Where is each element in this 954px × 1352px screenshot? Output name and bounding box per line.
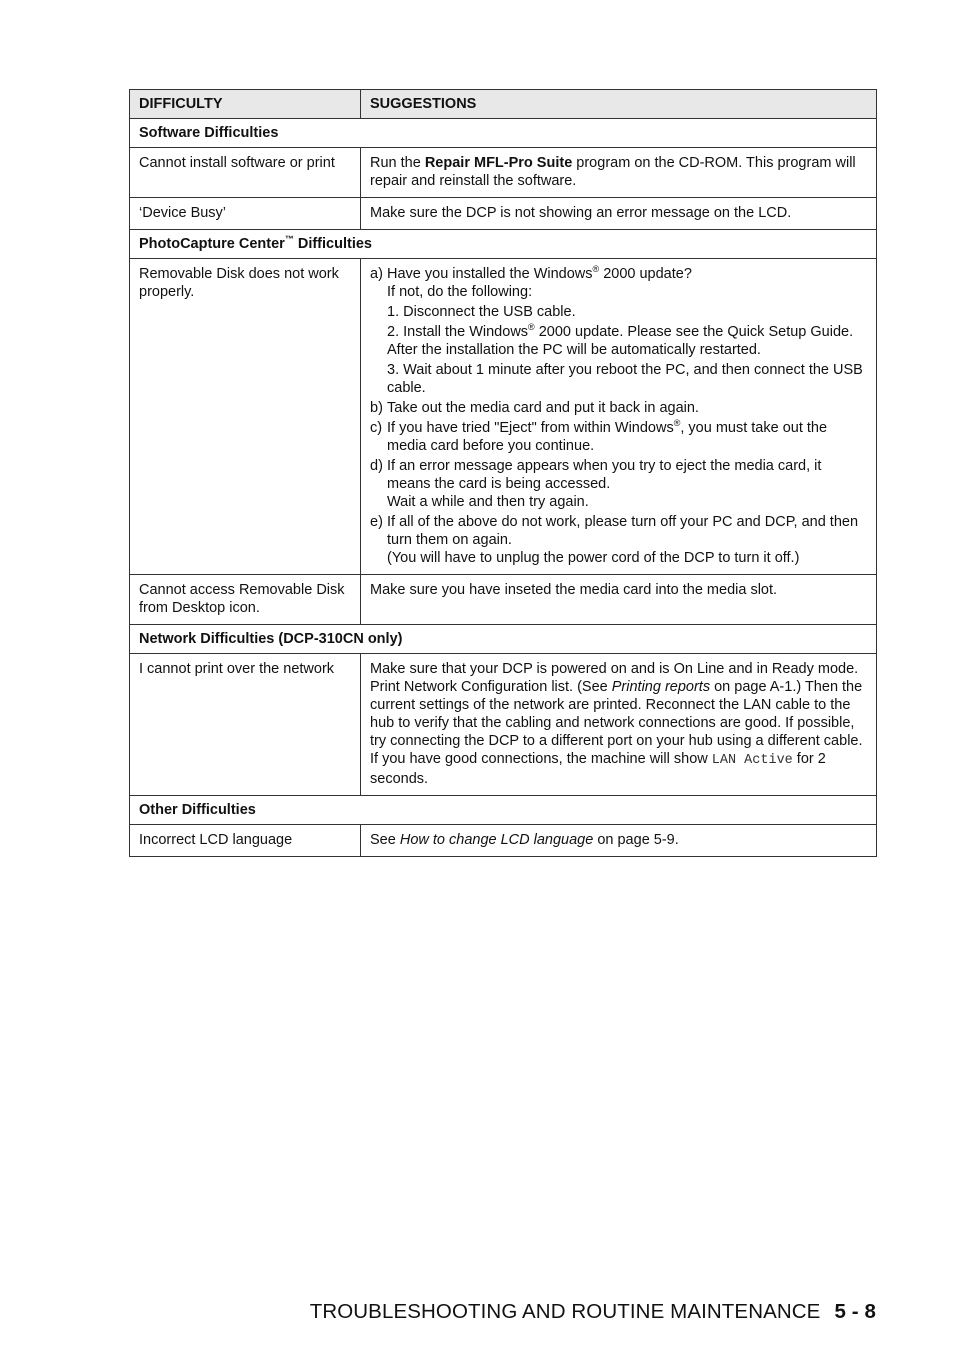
- suggestion-cell: See How to change LCD language on page 5-9.: [361, 825, 877, 857]
- section-row-other: [130, 796, 877, 825]
- program-name: Repair MFL-Pro Suite: [424, 155, 573, 171]
- table-row: [130, 148, 877, 198]
- difficulty-cell: Cannot access Removable Disk from Desktop icon.: [130, 575, 361, 625]
- lcd-message: LAN Active: [711, 753, 793, 768]
- suggestion-cell: Run the Repair MFL-Pro Suite program on the CD-ROM. This program will repair and reinstall the software.: [361, 148, 877, 198]
- page-footer: [310, 1300, 876, 1324]
- table-row: [130, 825, 877, 857]
- sub-step: 2. Install the Windows® 2000 update. Please see the Quick Setup Guide. After the installation the PC will be automatically restarted.: [387, 322, 854, 358]
- list-item: a) Have you installed the Windows® 2000 update? If not, do the following: 1. Disconnect the USB cable. 2. Install the Windows® 2000 update. Please see the Quick Setup Guide. After the installation the PC will be automatically restarted. 3. Wait about 1 minute after you reboot the PC, and then connect the USB cable.: [370, 265, 868, 397]
- section-row-network: [130, 625, 877, 654]
- suggestion-cell: Make sure the DCP is not showing an error message on the LCD.: [361, 198, 877, 230]
- suggestion-cell: Make sure you have inseted the media card into the media slot.: [361, 575, 877, 625]
- sub-step: 3. Wait about 1 minute after you reboot the PC, and then connect the USB cable.: [387, 362, 863, 396]
- section-row-photocapture: [130, 230, 877, 259]
- cross-reference: Printing reports: [611, 679, 711, 695]
- list-item: d) If an error message appears when you try to eject the media card, it means the card is being accessed. Wait a while and then try again.: [370, 458, 822, 510]
- section-title-software: Software Difficulties: [130, 119, 877, 148]
- header-difficulty: DIFFICULTY: [130, 90, 361, 119]
- table-row: [130, 259, 877, 575]
- list-item: b) Take out the media card and put it back in again.: [370, 400, 699, 416]
- list-item: c) If you have tried "Eject" from within Windows®, you must take out the media card before you continue.: [370, 418, 828, 454]
- troubleshooting-table: [129, 89, 877, 857]
- section-row-software: [130, 119, 877, 148]
- difficulty-cell: I cannot print over the network: [130, 654, 361, 796]
- table-row: [130, 654, 877, 796]
- trademark-symbol: ™: [284, 234, 294, 245]
- list-item: e) If all of the above do not work, please turn off your PC and DCP, and then turn them on again. (You will have to unplug the power cord of the DCP to turn it off.): [370, 514, 859, 566]
- section-title-network: Network Difficulties (DCP-310CN only): [130, 625, 877, 654]
- section-title-other: Other Difficulties: [130, 796, 877, 825]
- cross-reference: How to change LCD language: [399, 832, 594, 848]
- chapter-title: TROUBLESHOOTING AND ROUTINE MAINTENANCE: [309, 1300, 821, 1323]
- suggestion-cell: [361, 259, 877, 575]
- difficulty-cell: Incorrect LCD language: [130, 825, 361, 857]
- table-row: [130, 198, 877, 230]
- header-suggestions: SUGGESTIONS: [361, 90, 877, 119]
- table-header-row: [130, 90, 877, 119]
- page-number: 5 - 8: [834, 1300, 876, 1323]
- suggestion-cell: Make sure that your DCP is powered on and is On Line and in Ready mode. Print Network Configuration list. (See Printing reports on page A-1.) Then the current settings of the network are printed. Reconnect the LAN cable to the hub to verify that the cabling and network connections are good. If possible, try connecting the DCP to a different port on your hub using a different cable. If you have good connections, the machine will show LAN Active for 2 seconds.: [361, 654, 877, 796]
- difficulty-cell: ‘Device Busy’: [130, 198, 361, 230]
- section-title-photocapture: PhotoCapture Center™ Difficulties: [130, 230, 877, 259]
- table-row: [130, 575, 877, 625]
- difficulty-cell: Cannot install software or print: [130, 148, 361, 198]
- sub-step: 1. Disconnect the USB cable.: [387, 304, 576, 320]
- difficulty-cell: Removable Disk does not work properly.: [130, 259, 361, 575]
